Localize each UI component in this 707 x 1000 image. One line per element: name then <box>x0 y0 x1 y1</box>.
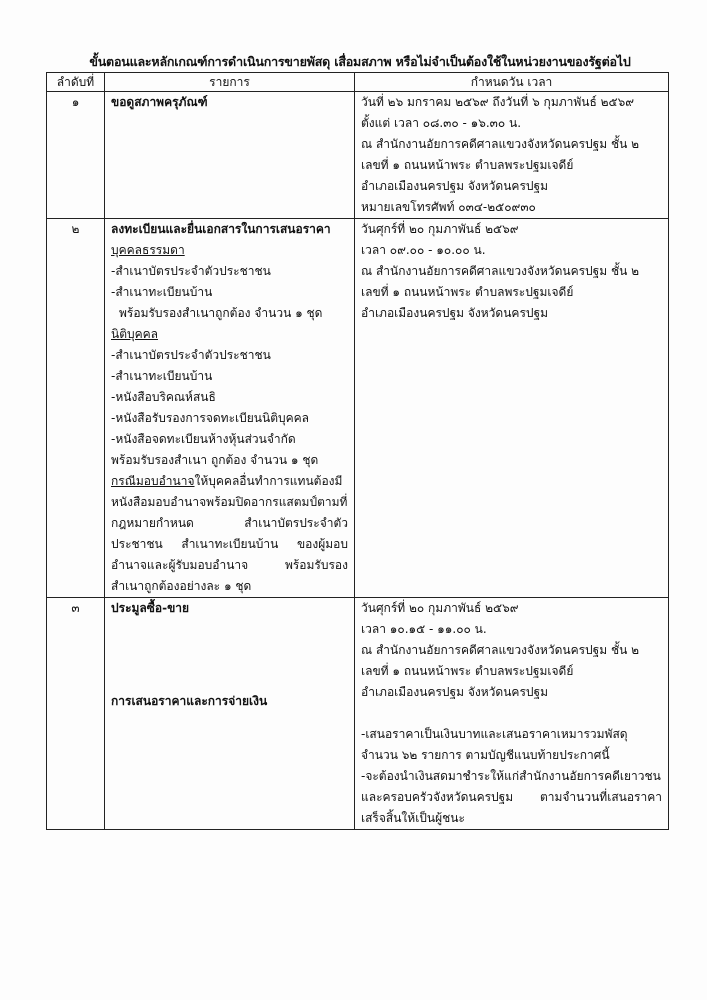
proxy-paragraph <box>111 471 348 597</box>
schedule-line: เลขที่ ๑ ถนนหน้าพระ ตำบลพระปฐมเจดีย์ <box>361 158 574 172</box>
item-title: ขอดูสภาพครุภัณฑ์ <box>111 95 208 109</box>
document-requirement: -สำเนาทะเบียนบ้าน <box>111 369 213 383</box>
natural-person-heading: บุคคลธรรมดา <box>111 243 185 257</box>
row-item <box>105 219 355 598</box>
schedule-line: วันที่ ๒๖ มกราคม ๒๕๖๙ ถึงวันที่ ๖ กุมภาพันธ์ ๒๕๖๙ <box>361 95 635 109</box>
schedule-line: ณ สำนักงานอัยการคดีศาลแขวงจังหวัดนครปฐม ชั้น ๒ <box>361 137 640 151</box>
document-requirement: -หนังสือรับรองการจดทะเบียนนิติบุคคล <box>111 411 310 425</box>
document-requirement: -สำเนาบัตรประจำตัวประชาชน <box>111 348 271 362</box>
schedule-line: อำเภอเมืองนครปฐม จังหวัดนครปฐม <box>361 306 549 320</box>
row-number: ๒ <box>47 219 105 598</box>
item-title: ลงทะเบียนและยื่นเอกสารในการเสนอราคา <box>111 222 331 236</box>
schedule-line: ณ สำนักงานอัยการคดีศาลแขวงจังหวัดนครปฐม ชั้น ๒ <box>361 643 640 657</box>
row-schedule <box>355 598 669 830</box>
document-requirement: -สำเนาบัตรประจำตัวประชาชน <box>111 264 271 278</box>
payment-note: -จะต้องนำเงินสดมาชำระให้แก่สำนักงานอัยการคดีเยาวชนและครอบครัวจังหวัดนครปฐม ตามจำนวนที่เสนอราคาเสร็จสิ้นให้เป็นผู้ชนะ <box>361 769 662 825</box>
item-subtitle: การเสนอราคาและการจ่ายเงิน <box>111 694 268 708</box>
row-number: ๓ <box>47 598 105 830</box>
schedule-line: เลขที่ ๑ ถนนหน้าพระ ตำบลพระปฐมเจดีย์ <box>361 664 574 678</box>
schedule-line: เวลา ๑๐.๑๕ - ๑๑.๐๐ น. <box>361 622 487 636</box>
table-row <box>47 219 669 598</box>
row-schedule <box>355 92 669 219</box>
header-item: รายการ <box>105 73 355 92</box>
document-requirement: -สำเนาทะเบียนบ้าน <box>111 285 213 299</box>
document-requirement: -หนังสือจดทะเบียนห้างหุ้นส่วนจำกัด <box>111 432 296 446</box>
schedule-line: ตั้งแต่ เวลา ๐๘.๓๐ - ๑๖.๓๐ น. <box>361 116 522 130</box>
document-requirement: -หนังสือบริคณห์สนธิ <box>111 390 216 404</box>
table-row <box>47 92 669 219</box>
schedule-line: อำเภอเมืองนครปฐม จังหวัดนครปฐม <box>361 179 549 193</box>
proxy-text: ให้บุคคลอื่นทำการแทนต้องมีหนังสือมอบอำนาจพร้อมปิดอากรแสตมป์ตามที่กฎหมายกำหนด สำเนาบัตรประจำตัวประชาชน สำเนาทะเบียนบ้าน ของผู้มอบอำนาจและผู้รับมอบอำนาจ พร้อมรับรองสำเนาถูกต้องอย่างละ ๑ ชุด <box>111 474 348 593</box>
header-schedule: กำหนดวัน เวลา <box>355 73 669 92</box>
item-title: ประมูลซื้อ-ขาย <box>111 601 190 615</box>
row-item <box>105 92 355 219</box>
schedule-line: วันศุกร์ที่ ๒๐ กุมภาพันธ์ ๒๕๖๙ <box>361 222 519 236</box>
payment-note: -เสนอราคาเป็นเงินบาทและเสนอราคาเหมารวมพัสดุ จำนวน ๖๒ รายการ ตามบัญชีแนบท้ายประกาศนี้ <box>361 727 628 762</box>
schedule-line: เลขที่ ๑ ถนนหน้าพระ ตำบลพระปฐมเจดีย์ <box>361 285 574 299</box>
item-spacer <box>111 619 348 691</box>
row-number: ๑ <box>47 92 105 219</box>
row-item <box>105 598 355 830</box>
procedure-table <box>46 72 669 830</box>
table-header-row <box>47 73 669 92</box>
schedule-gap <box>361 703 662 724</box>
document-requirement: พร้อมรับรองสำเนา ถูกต้อง จำนวน ๑ ชุด <box>111 453 319 467</box>
document-title: ขั้นตอนและหลักเกณฑ์การดำเนินการขายพัสดุ เสื่อมสภาพ หรือไม่จำเป็นต้องใช้ในหน่วยงานของรัฐต่อไป <box>89 54 631 69</box>
schedule-line: อำเภอเมืองนครปฐม จังหวัดนครปฐม <box>361 685 549 699</box>
schedule-line: วันศุกร์ที่ ๒๐ กุมภาพันธ์ ๒๕๖๙ <box>361 601 519 615</box>
schedule-line: หมายเลขโทรศัพท์ ๐๓๔-๒๕๐๙๓๐ <box>361 200 536 214</box>
schedule-line: เวลา ๐๙.๐๐ - ๑๐.๐๐ น. <box>361 243 486 257</box>
header-no: ลำดับที่ <box>47 73 105 92</box>
schedule-line: ณ สำนักงานอัยการคดีศาลแขวงจังหวัดนครปฐม ชั้น ๒ <box>361 264 640 278</box>
juristic-person-heading: นิติบุคคล <box>111 327 159 341</box>
row-schedule <box>355 219 669 598</box>
proxy-heading: กรณีมอบอำนาจ <box>111 474 195 488</box>
table-row <box>47 598 669 830</box>
document-requirement: พร้อมรับรองสำเนาถูกต้อง จำนวน ๑ ชุด <box>119 306 323 320</box>
